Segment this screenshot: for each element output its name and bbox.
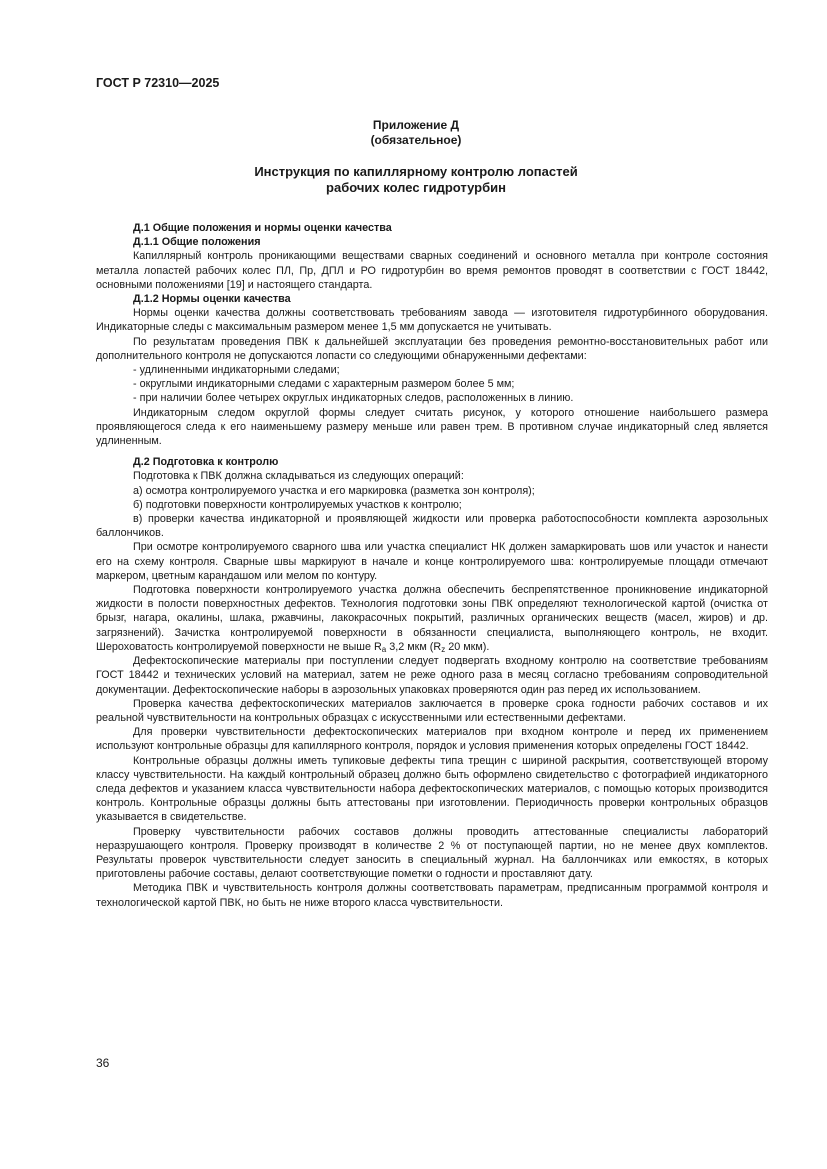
section-heading-d1: Д.1 Общие положения и нормы оценки качества [133, 222, 392, 234]
subscript-z: z [441, 644, 446, 654]
paragraph: Подготовка к ПВК должна складываться из следующих операций: [133, 470, 464, 483]
list-item: - при наличии более четырех округлых индикаторных следов, расположенных в линию. [133, 392, 574, 405]
text-run: 20 мкм). [445, 640, 490, 653]
document-body [96, 221, 768, 910]
instruction-title-line1: Инструкция по капиллярному контролю лопастей [254, 164, 578, 179]
appendix-heading [96, 118, 736, 148]
paragraph: Дефектоскопические материалы при поступлении следует подвергать входному контролю на соответствие требованиям ГОСТ 18442 и технических условий на материал, затем не реже одного раза в месяц согласно требованиям сопроводительной документации. Дефектоскопические наборы в аэрозольных упаковках проверяются один раз перед их использованием. [96, 655, 768, 696]
paragraph: Проверку чувствительности рабочих составов должны проводить аттестованные специалисты лабораторий неразрушающего контроля. Проверку производят в количестве 2 % от поступающей партии, но не менее двух комплектов. Результаты проверок чувствительности следует заносить в специальный журнал. На баллончиках или емкостях, в которых приготовлены рабочие составы, делают соответствующие пометки о годности и проставляют дату. [96, 825, 768, 881]
paragraph: По результатам проведения ПВК к дальнейшей эксплуатации без проведения ремонтно-восстановительных работ или дополнительного контроля не допускаются лопасти со следующими обнаруженными дефектами: [96, 335, 768, 362]
list-item: - округлыми индикаторными следами с характерным размером более 5 мм; [133, 378, 515, 391]
paragraph: При осмотре контролируемого сварного шва или участка специалист НК должен замаркировать шов или участок и нанести его на схему контроля. Сварные швы маркируют в начале и конце контролируемого шва: контролируемые площади отмечают маркером, цветным карандашом или мелом по контуру. [96, 541, 768, 582]
list-item: - удлиненными индикаторными следами; [133, 364, 340, 377]
page-number: 36 [96, 1056, 110, 1070]
appendix-title: Приложение Д [372, 118, 460, 132]
list-item: б) подготовки поверхности контролируемых участков к контролю; [133, 498, 462, 511]
section-heading-d11: Д.1.1 Общие положения [133, 236, 261, 249]
appendix-status: (обязательное) [370, 133, 462, 147]
list-item: а) осмотра контролируемого участка и его маркировка (разметка зон контроля); [133, 484, 535, 497]
paragraph-roughness [96, 583, 768, 654]
subscript-a: a [381, 644, 387, 654]
section-heading-d12: Д.1.2 Нормы оценки качества [133, 293, 291, 306]
paragraph: Контрольные образцы должны иметь тупиковые дефекты типа трещин с шириной раскрытия, соответствующей второму классу чувствительности. На каждый контрольный образец должно быть оформлено свидетельство с фотографией индикаторного следа дефектов и указанием класса чувствительности набора дефектоскопических материалов, с помощью которых производится контроль. Контрольные образцы должны быть аттестованы при изготовлении. Периодичность проверки контрольных образцов указывается в свидетельстве. [96, 754, 768, 824]
paragraph: Индикаторным следом округлой формы следует считать рисунок, у которого отношение наибольшего размера проявляющегося следа к его наименьшему размеру меньше или равен трем. В противном случае индикаторный след является удлиненным. [96, 406, 768, 448]
instruction-title-line2: рабочих колес гидротурбин [326, 180, 506, 195]
paragraph: Проверка качества дефектоскопических материалов заключается в проверке срока годности рабочих составов и их реальной чувствительности на контрольных образцах с искусственными или естественными дефектами. [96, 697, 768, 724]
text-run: Подготовка поверхности контролируемого участка должна обеспечить беспрепятственное проникновение индикаторной жидкости в полости поверхностных дефектов. Технология подготовки зоны ПВК определяют технологической картой (очистка от брызг, нагара, окалины, шлака, ржавчины, лакокрасочных покрытий, различных органических веществ (масел, жиров) и др. загрязнений). Зачистка контролируемой поверхности в обязанности специалиста, выполняющего контроль, не входит. Шероховатость контролируемой поверхности не выше R [96, 584, 768, 653]
paragraph: Для проверки чувствительности дефектоскопических материалов при входном контроле и перед их применением используют контрольные образцы для капиллярного контроля, порядок и условия применения которых определены ГОСТ 18442. [96, 726, 768, 753]
paragraph: Методика ПВК и чувствительность контроля должны соответствовать параметрам, предписанным программой контроля и технологической картой ПВК, но быть не ниже второго класса чувствительности. [96, 882, 768, 909]
paragraph: Нормы оценки качества должны соответствовать требованиям завода — изготовителя гидротурбинного оборудования. Индикаторные следы с максимальным размером менее 1,5 мм допускается не учитывать. [96, 307, 768, 334]
list-item: в) проверки качества индикаторной и проявляющей жидкости или проверка работоспособности комплекта аэрозольных баллончиков. [96, 513, 768, 540]
paragraph: Капиллярный контроль проникающими веществами сварных соединений и основного металла при контроле состояния металла лопастей рабочих колес ПЛ, Пр, ДПЛ и РО гидротурбин во время ремонтов проводят в соответствии с ГОСТ 18442, основными положениями [19] и настоящего стандарта. [96, 250, 768, 291]
section-heading-d2: Д.2 Подготовка к контролю [133, 456, 279, 469]
text-run: 3,2 мкм (R [386, 640, 442, 653]
document-id-header: ГОСТ Р 72310—2025 [96, 76, 220, 90]
instruction-title [96, 164, 736, 196]
